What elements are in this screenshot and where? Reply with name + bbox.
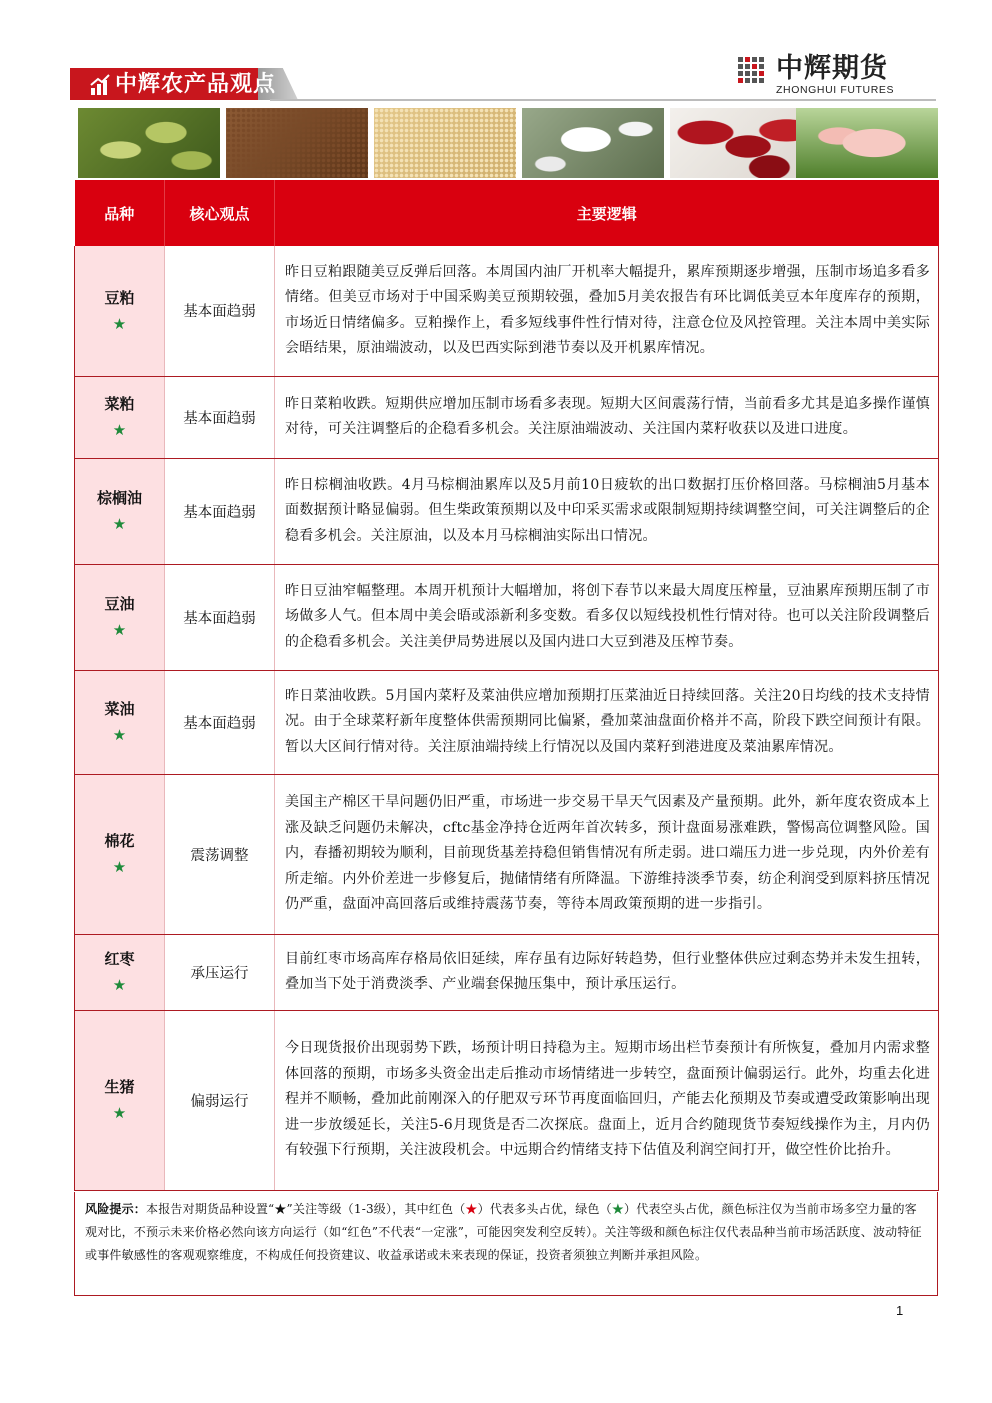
header-variety: 品种 — [75, 180, 165, 246]
main-logic-cell — [275, 774, 939, 934]
table-row — [75, 774, 939, 934]
green-star-icon: ★ — [611, 1202, 625, 1216]
variety-name: 菜油 — [104, 700, 135, 718]
table-row — [75, 1010, 939, 1190]
table-row — [75, 458, 939, 564]
main-logic-cell — [275, 934, 939, 1010]
star-icon: ★ — [112, 858, 127, 876]
variety-cell — [75, 376, 165, 458]
main-logic-text: 昨日豆油窄幅整理。本周开机预计大幅增加，将创下春节以来最大周度压榨量，豆油累库预期压制了市场做多人气。但本周中美会晤或添新利多变数。看多仅以短线投机性行情对待。也可以关注阶段调整后的企稳看多机会。关注美伊局势进展以及国内进口大豆到港及压榨节奏。 — [285, 582, 930, 650]
company-logo — [738, 53, 938, 95]
commodity-photo-strip — [78, 108, 938, 178]
logo-text-cn: 中辉期货 — [776, 53, 888, 84]
commodity-view-table — [74, 180, 938, 1191]
main-logic-text: 昨日棕榈油收跌。4月马棕榈油累库以及5月前10日疲软的出口数据打压价格回落。马棕榈油5月基本面数据预计略显偏弱。但生柴政策预期以及中印采买需求或限制短期持续调整空间，可关注调整后的企稳看多机会。关注原油，以及本月马棕榈油实际出口情况。 — [285, 476, 930, 544]
star-icon: ★ — [112, 314, 127, 333]
variety-cell — [75, 564, 165, 670]
core-view: 承压运行 — [165, 934, 275, 1010]
variety-name: 菜粕 — [104, 395, 135, 413]
core-view: 基本面趋弱 — [165, 376, 275, 458]
variety-cell — [75, 934, 165, 1010]
logo-mark-icon — [738, 57, 772, 85]
variety-name: 棉花 — [104, 832, 135, 850]
core-view: 基本面趋弱 — [165, 564, 275, 670]
main-logic-text: 昨日菜粕收跌。短期供应增加压制市场看多表现。短期大区间震荡行情，当前看多尤其是追多操作谨慎对待，可关注调整后的企稳看多机会。关注原油端波动、关注国内菜籽收获以及进口进度。 — [285, 395, 930, 437]
page-number: 1 — [896, 1303, 904, 1318]
core-view: 基本面趋弱 — [165, 246, 275, 376]
star-icon: ★ — [112, 976, 127, 994]
piglet-image — [796, 108, 938, 178]
soybean-meal-image — [374, 108, 516, 178]
variety-name: 红枣 — [104, 950, 135, 968]
table-row — [75, 246, 939, 376]
variety-name: 豆油 — [104, 595, 135, 613]
header-divider — [270, 99, 936, 101]
rapeseed-image — [226, 108, 368, 178]
main-logic-cell — [275, 1010, 939, 1190]
main-logic-text: 昨日菜油收跌。5月国内菜籽及菜油供应增加预期打压菜油近日持续回落。关注20日均线的技术支持情况。由于全球菜籽新年度整体供需预期同比偏紧，叠加菜油盘面价格并不高，阶段下跌空间预计有限。暂以大区间行情对待。关注原油端持续上行情况以及国内菜籽到港进度及菜油累库情况。 — [285, 687, 930, 755]
star-icon: ★ — [112, 621, 127, 639]
table-row — [75, 934, 939, 1010]
variety-cell — [75, 670, 165, 774]
core-view: 基本面趋弱 — [165, 458, 275, 564]
star-icon: ★ — [112, 515, 127, 533]
variety-cell — [75, 1010, 165, 1190]
red-star-icon: ★ — [465, 1202, 478, 1216]
variety-cell — [75, 774, 165, 934]
risk-label: 风险提示： — [85, 1202, 147, 1216]
table-row — [75, 376, 939, 458]
risk-disclaimer — [74, 1192, 938, 1296]
main-logic-cell — [275, 670, 939, 774]
core-view: 基本面趋弱 — [165, 670, 275, 774]
main-logic-text: 昨日豆粕跟随美豆反弹后回落。本周国内油厂开机率大幅提升，累库预期逐步增强，压制市场追多看多情绪。但美豆市场对于中国采购美豆预期较强，叠加5月美农报告有环比调低美豆本年度库存的预期，市场近日情绪偏多。豆粕操作上，看多短线事件性行情对待，注意仓位及风控管理。关注本周中美实际会晤结果，原油端波动，以及巴西实际到港节奏以及开机累库情况。 — [285, 263, 930, 357]
soybean-plant-image — [78, 108, 220, 178]
main-logic-text: 今日现货报价出现弱势下跌，场预计明日持稳为主。短期市场出栏节奏预计有所恢复，叠加月内需求整体回落的预期，市场多头资金出走后推动市场情绪进一步转空，盘面预计偏弱运行。此外，均重去化进程并不顺畅，叠加此前刚深入的仔肥双亏环节再度面临回归，产能去化预期及节奏或遭受政策影响出现进一步放缓延长，关注5-6月现货是否二次探底。盘面上，近月合约随现货节奏短线操作为主，月内仍有较强下行预期，关注波段机会。中远期合约情绪支持下估值及利润空间打开，做空性价比抬升。 — [285, 1040, 930, 1159]
star-icon: ★ — [112, 1104, 127, 1122]
variety-name: 生猪 — [104, 1078, 135, 1096]
main-logic-cell — [275, 458, 939, 564]
header-core-view: 核心观点 — [165, 180, 275, 246]
star-icon: ★ — [112, 726, 127, 744]
cotton-image — [522, 108, 664, 178]
variety-cell — [75, 246, 165, 376]
logo-text-en: ZHONGHUI FUTURES — [776, 84, 895, 96]
header-main-logic: 主要逻辑 — [275, 180, 939, 246]
risk-text: 本报告对期货品种设置“★”关注等级（1-3级），其中红色（★）代表多头占优，绿色（★）代表空头占优，颜色标注仅为当前市场多空力量的客观对比，不预示未来价格必然向该方向运行（如“红色”不代表“一定涨”，可能因突发利空反转）。关注等级和颜色标注仅代表品种当前市场活跃度、波动特征或事件敏感性的客观观察维度，不构成任何投资建议、收益承诺或未来表现的保证，投资者须独立判断并承担风险。 — [85, 1202, 922, 1262]
core-view: 偏弱运行 — [165, 1010, 275, 1190]
bar-chart-icon — [90, 74, 110, 96]
table-row — [75, 564, 939, 670]
main-logic-cell — [275, 246, 939, 376]
main-logic-text: 美国主产棉区干旱问题仍旧严重，市场进一步交易干旱天气因素及产量预期。此外，新年度农资成本上涨及缺乏问题仍未解决，cftc基金净持仓近两年首次转多，预计盘面易涨难跌，警惕高位调整风险。国内，春播初期较为顺利，目前现货基差持稳但销售情况有所走弱。进口端压力进一步兑现，内外价差有所走缩。内外价差进一步修复后，抛储情绪有所降温。下游维持淡季节奏，纺企利润受到原料挤压情况仍严重，盘面冲高回落后或维持震荡节奏，等待本周政策预期的进一步指引。 — [285, 794, 930, 913]
main-logic-cell — [275, 376, 939, 458]
red-dates-image — [670, 108, 812, 178]
section-title: 中辉农产品观点 — [115, 72, 277, 97]
core-view: 震荡调整 — [165, 774, 275, 934]
table-header-row — [75, 180, 939, 246]
star-icon: ★ — [112, 421, 127, 439]
main-logic-text: 目前红枣市场高库存格局依旧延续，库存虽有边际好转趋势，但行业整体供应过剩态势并未发生扭转，叠加当下处于消费淡季、产业端套保抛压集中，预计承压运行。 — [285, 950, 930, 992]
variety-name: 棕榈油 — [96, 489, 142, 507]
main-logic-cell — [275, 564, 939, 670]
table-row — [75, 670, 939, 774]
variety-name: 豆粕 — [104, 288, 135, 307]
variety-cell — [75, 458, 165, 564]
